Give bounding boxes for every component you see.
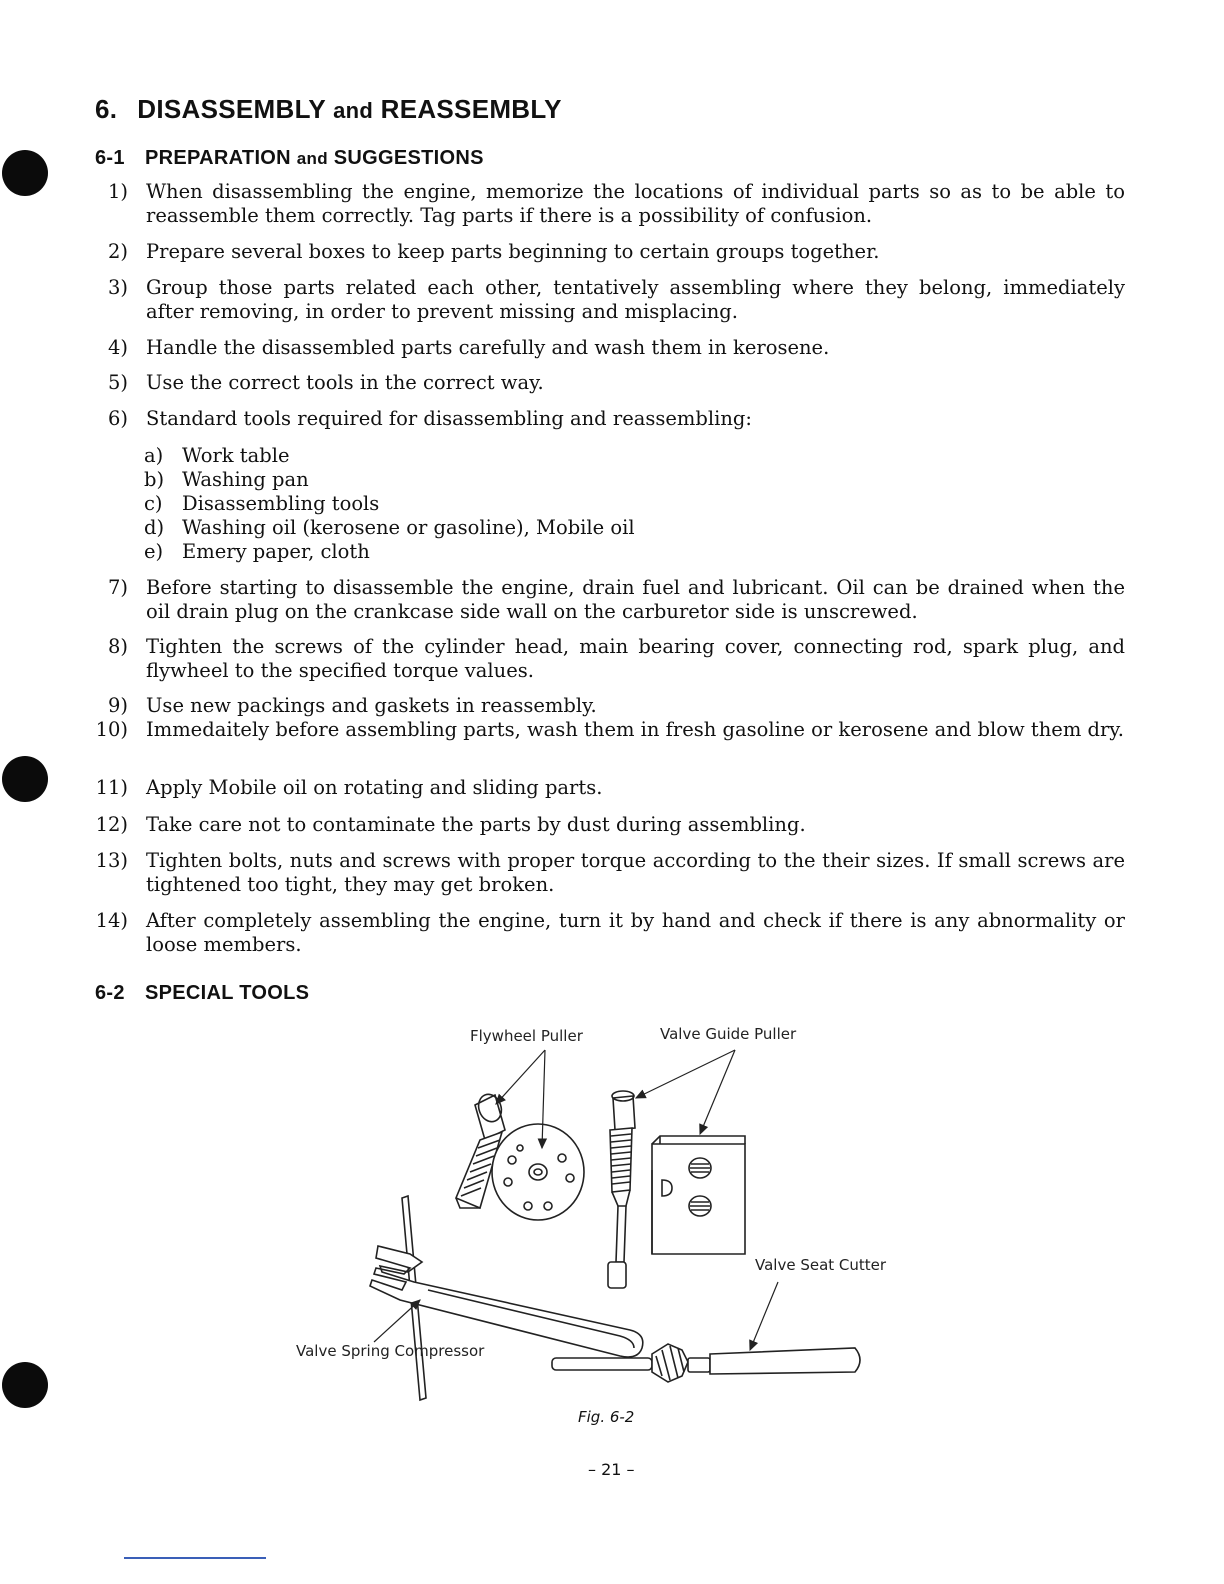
item-number: 4)	[107, 336, 128, 359]
item-number: 3)	[107, 276, 128, 299]
section-number: 6-2	[95, 982, 125, 1004]
valve-guide-puller-shaft	[608, 1091, 635, 1288]
punch-hole	[2, 1362, 48, 1408]
item-number: 10)	[95, 718, 128, 741]
punch-hole	[2, 150, 48, 196]
list-item	[90, 276, 1125, 324]
sub-item-text: Washing oil (kerosene or gasoline), Mobile oil	[182, 516, 635, 539]
item-text: Use new packings and gaskets in reassembly.	[146, 694, 597, 717]
flywheel-puller-plate	[492, 1124, 584, 1220]
valve-guide-puller-block	[652, 1136, 745, 1254]
item-number: 8)	[107, 635, 128, 658]
sub-list-item	[144, 444, 290, 468]
sub-item-letter: c)	[144, 492, 163, 515]
tools-illustration	[290, 1010, 910, 1430]
section-heading-6-2	[95, 982, 309, 1005]
item-number: 6)	[107, 407, 128, 430]
sub-list-item	[144, 540, 370, 564]
list-item	[90, 694, 1125, 718]
section-title: SPECIAL TOOLS	[145, 982, 310, 1004]
item-text: Before starting to disassemble the engine, drain fuel and lubricant. Oil can be drained when the oil drain plug on the crankcase side wall on the carburetor side is unscrewed.	[146, 576, 1125, 623]
item-text: When disassembling the engine, memorize the locations of individual parts so as to be able to reassemble them correctly. Tag parts if there is a possibility of confusion.	[146, 180, 1125, 227]
item-text: Tighten bolts, nuts and screws with proper torque according to the their sizes. If small screws are tightened too tight, they may get broken.	[146, 849, 1125, 896]
sub-list-item	[144, 492, 379, 516]
section-title-part: PREPARATION	[145, 147, 291, 169]
item-text: Take care not to contaminate the parts by dust during assembling.	[146, 813, 806, 836]
sub-item-letter: e)	[144, 540, 164, 563]
chapter-number: 6.	[95, 94, 118, 124]
sub-list-item	[144, 516, 635, 540]
item-text: Handle the disassembled parts carefully and wash them in kerosene.	[146, 336, 830, 359]
item-number: 13)	[95, 849, 128, 872]
figure-caption: Fig. 6-2	[578, 1408, 635, 1426]
item-number: 14)	[95, 909, 128, 932]
label-valve-guide-puller: Valve Guide Puller	[660, 1025, 797, 1043]
list-item	[90, 909, 1125, 957]
label-flywheel-puller: Flywheel Puller	[470, 1027, 583, 1045]
sub-item-text: Washing pan	[182, 468, 309, 491]
valve-spring-compressor	[370, 1246, 643, 1357]
item-number: 1)	[107, 180, 128, 203]
item-number: 12)	[95, 813, 128, 836]
list-item	[90, 849, 1125, 897]
list-item	[90, 635, 1125, 683]
sub-item-text: Disassembling tools	[182, 492, 380, 515]
list-item	[90, 407, 1125, 431]
sub-item-letter: d)	[144, 516, 165, 539]
bottom-rule	[124, 1557, 266, 1559]
special-tools-figure	[290, 1010, 910, 1430]
item-text: Use the correct tools in the correct way.	[146, 371, 544, 394]
section-title-part: SUGGESTIONS	[333, 147, 484, 169]
item-text: Immedaitely before assembling parts, wash them in fresh gasoline or kerosene and blow them dry.	[146, 718, 1124, 741]
section-heading-6-1	[95, 147, 484, 170]
sub-list-item	[144, 468, 309, 492]
item-number: 7)	[107, 576, 128, 599]
title-part: REASSEMBLY	[380, 94, 562, 124]
item-text: Standard tools required for disassembling and reassembling:	[146, 407, 752, 430]
item-number: 9)	[107, 694, 128, 717]
item-number: 11)	[95, 776, 128, 799]
label-valve-spring-compressor: Valve Spring Compressor	[296, 1342, 485, 1360]
list-item	[90, 718, 1125, 742]
list-item	[90, 180, 1125, 228]
list-item	[90, 240, 1125, 264]
item-number: 5)	[107, 371, 128, 394]
title-part: DISASSEMBLY	[137, 94, 326, 124]
list-item	[90, 776, 1125, 800]
item-text: After completely assembling the engine, turn it by hand and check if there is any abnormality or loose members.	[146, 909, 1125, 956]
section-number: 6-1	[95, 147, 125, 169]
sub-item-text: Work table	[182, 444, 290, 467]
item-text: Apply Mobile oil on rotating and sliding parts.	[146, 776, 603, 799]
list-item	[90, 336, 1125, 360]
list-item	[90, 576, 1125, 624]
sub-item-letter: b)	[144, 468, 165, 491]
chapter-title	[95, 94, 562, 125]
punch-hole	[2, 756, 48, 802]
sub-item-text: Emery paper, cloth	[182, 540, 370, 563]
item-text: Tighten the screws of the cylinder head, main bearing cover, connecting rod, spark plug, and flywheel to the specified torque values.	[146, 635, 1125, 682]
list-item	[90, 813, 1125, 837]
section-title-and: and	[296, 149, 328, 168]
label-valve-seat-cutter: Valve Seat Cutter	[755, 1256, 887, 1274]
item-number: 2)	[107, 240, 128, 263]
list-item	[90, 371, 1125, 395]
item-text: Group those parts related each other, tentatively assembling where they belong, immediately after removing, in order to prevent missing and misplacing.	[146, 276, 1125, 323]
sub-item-letter: a)	[144, 444, 164, 467]
title-and: and	[333, 98, 374, 123]
page-number: – 21 –	[588, 1460, 635, 1479]
item-text: Prepare several boxes to keep parts beginning to certain groups together.	[146, 240, 880, 263]
